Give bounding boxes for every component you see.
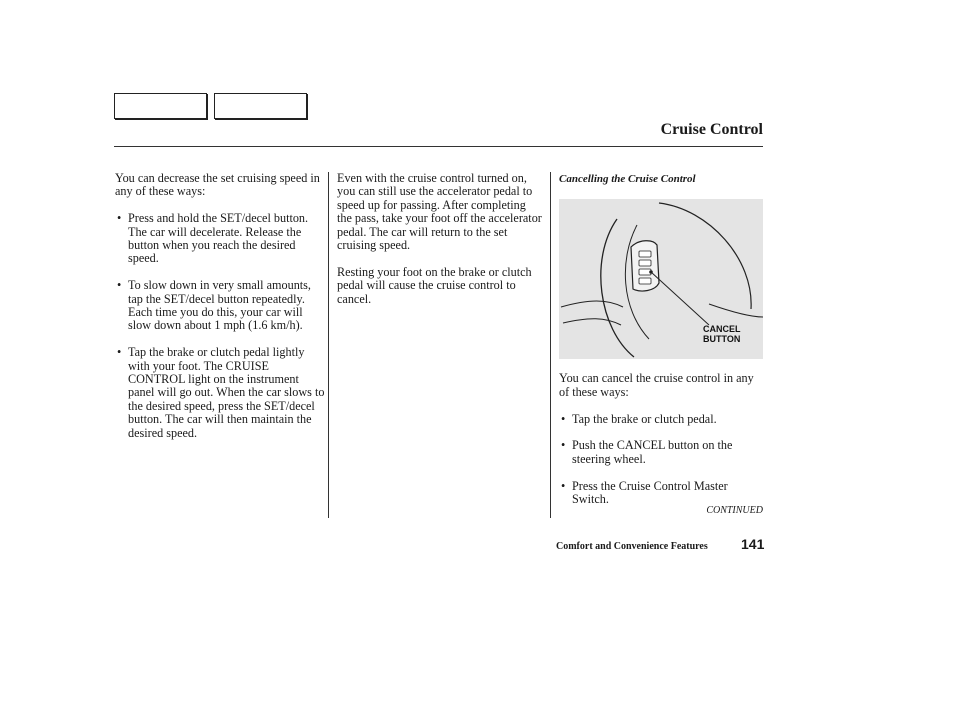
list-item: • Press and hold the SET/decel button. The car will decelerate. Release the button when you reach the desired speed. xyxy=(115,212,327,266)
page-number: 141 xyxy=(741,536,765,552)
list-item: • To slow down in very small amounts, tap the SET/decel button repeatedly. Each time you do this, your car will slow down about 1 mph (1.6 km/h). xyxy=(115,279,327,333)
decrease-speed-list xyxy=(115,212,327,440)
nav-tab-box-2[interactable] xyxy=(214,93,307,119)
figure-caption: Cancelling the Cruise Control xyxy=(559,173,696,185)
page-title: Cruise Control xyxy=(660,121,763,138)
column-3 xyxy=(559,172,764,520)
column-3-intro: You can cancel the cruise control in any of these ways: xyxy=(559,371,754,399)
brake-paragraph: Resting your foot on the brake or clutch pedal will cause the cruise control to cancel. xyxy=(337,264,532,306)
list-item: • Tap the brake or clutch pedal lightly with your foot. The CRUISE CONTROL light on the instrument panel will go out. When the car slows to the desired speed, press the SET/decel button. The car will then maintain the desired speed. xyxy=(115,346,327,440)
steering-wheel-illustration xyxy=(559,199,763,359)
list-item: • Press the Cruise Control Master Switch. xyxy=(559,480,764,507)
cancel-button-callout: CANCEL BUTTON xyxy=(703,324,741,345)
header-rule xyxy=(114,146,763,147)
column-1 xyxy=(115,172,327,453)
column-divider-1 xyxy=(328,172,329,518)
column-1-intro: You can decrease the set cruising speed in any of these ways: xyxy=(115,171,320,199)
list-item: • Tap the brake or clutch pedal. xyxy=(559,413,764,426)
column-divider-2 xyxy=(550,172,551,518)
column-2 xyxy=(337,172,542,319)
continued-label: CONTINUED xyxy=(706,505,763,516)
nav-tab-box-1[interactable] xyxy=(114,93,207,119)
footer-section-title: Comfort and Convenience Features xyxy=(556,541,708,552)
cancel-cruise-list xyxy=(559,413,764,507)
list-item: • Push the CANCEL button on the steering wheel. xyxy=(559,439,764,466)
passing-paragraph: Even with the cruise control turned on, you can still use the accelerator pedal to speed up for passing. After completing the pass, take your foot off the accelerator pedal. The car will return to the set cruising speed. xyxy=(337,171,542,253)
